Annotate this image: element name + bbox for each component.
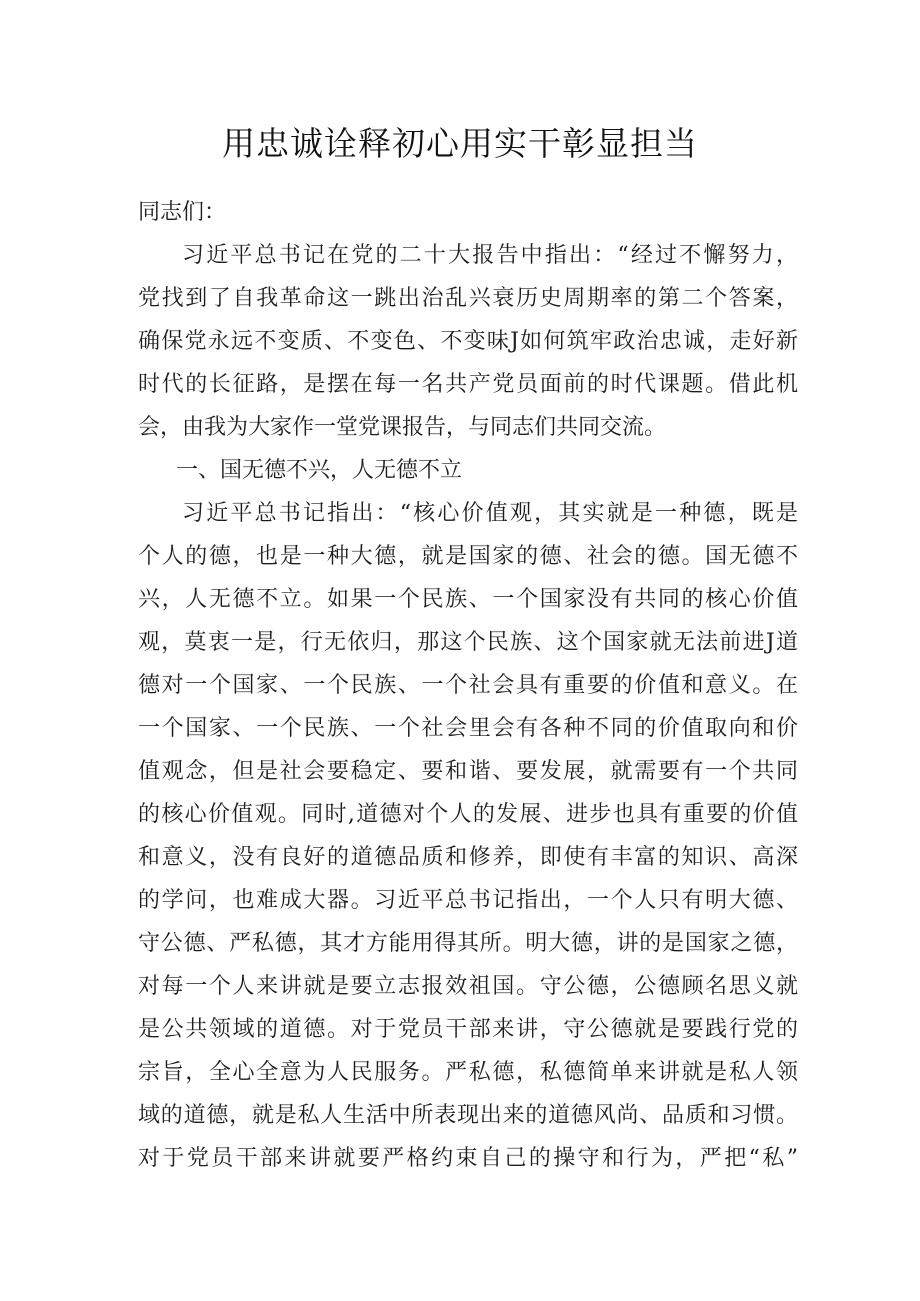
section-line: 对每一个人来讲就是要立志报效祖国。守公德，公德顾名思义就: [138, 974, 798, 999]
intro-line: 会，由我为大家作一堂党课报告，与同志们共同交流。: [138, 415, 667, 440]
document-body: [138, 191, 798, 1180]
section-line: 个人的德，也是一种大德，就是国家的德、社会的德。国无德不: [138, 544, 798, 569]
section-line: 值观念，但是社会要稳定、要和谐、要发展，就需要有一个共同: [138, 759, 798, 784]
section-line: 观，莫衷一是，行无依归，那这个民族、这个国家就无法前进J道: [138, 630, 798, 655]
salutation: 同志们：: [138, 200, 227, 225]
section-line: 的学问，也难成大器。习近平总书记指出，一个人只有明大德、: [138, 888, 798, 913]
intro-line: 确保党永远不变质、不变色、不变味J如何筑牢政治忠诚，走好新: [138, 329, 798, 354]
section-line: 德对一个国家、一个民族、一个社会具有重要的价值和意义。在: [138, 673, 798, 698]
section-line: 是公共领域的道德。对于党员干部来讲，守公德就是要践行党的: [138, 1017, 798, 1042]
section-line: 的核心价值观。同时,道德对个人的发展、进步也具有重要的价值: [138, 802, 798, 827]
section-line: 宗旨，全心全意为人民服务。严私德，私德简单来讲就是私人领: [138, 1060, 798, 1085]
section-line: 一个国家、一个民族、一个社会里会有各种不同的价值取向和价: [138, 716, 798, 741]
intro-line: 时代的长征路，是摆在每一名共产党员面前的时代课题。借此机: [138, 372, 798, 397]
section-line: 和意义，没有良好的道德品质和修养，即使有丰富的知识、高深: [138, 845, 798, 870]
section-line: 守公德、严私德，其才方能用得其所。明大德，讲的是国家之德，: [138, 931, 798, 956]
section-line: 习近平总书记指出：“核心价值观，其实就是一种德，既是: [182, 501, 798, 526]
section-line: 对于党员干部来讲就要严格约束自己的操守和行为，严把“私”: [138, 1146, 798, 1171]
document-title: 用忠诚诠释初心用实干彰显担当: [222, 124, 698, 163]
intro-line: 党找到了自我革命这一跳出治乱兴衰历史周期率的第二个答案，: [138, 286, 798, 311]
section-line: 兴，人无德不立。如果一个民族、一个国家没有共同的核心价值: [138, 587, 798, 612]
section-line: 域的道德，就是私人生活中所表现出来的道德风尚、品质和习惯。: [138, 1103, 798, 1128]
section-heading: 一、国无德不兴，人无德不立: [176, 458, 463, 483]
intro-line: 习近平总书记在党的二十大报告中指出：“经过不懈努力，: [182, 243, 798, 268]
